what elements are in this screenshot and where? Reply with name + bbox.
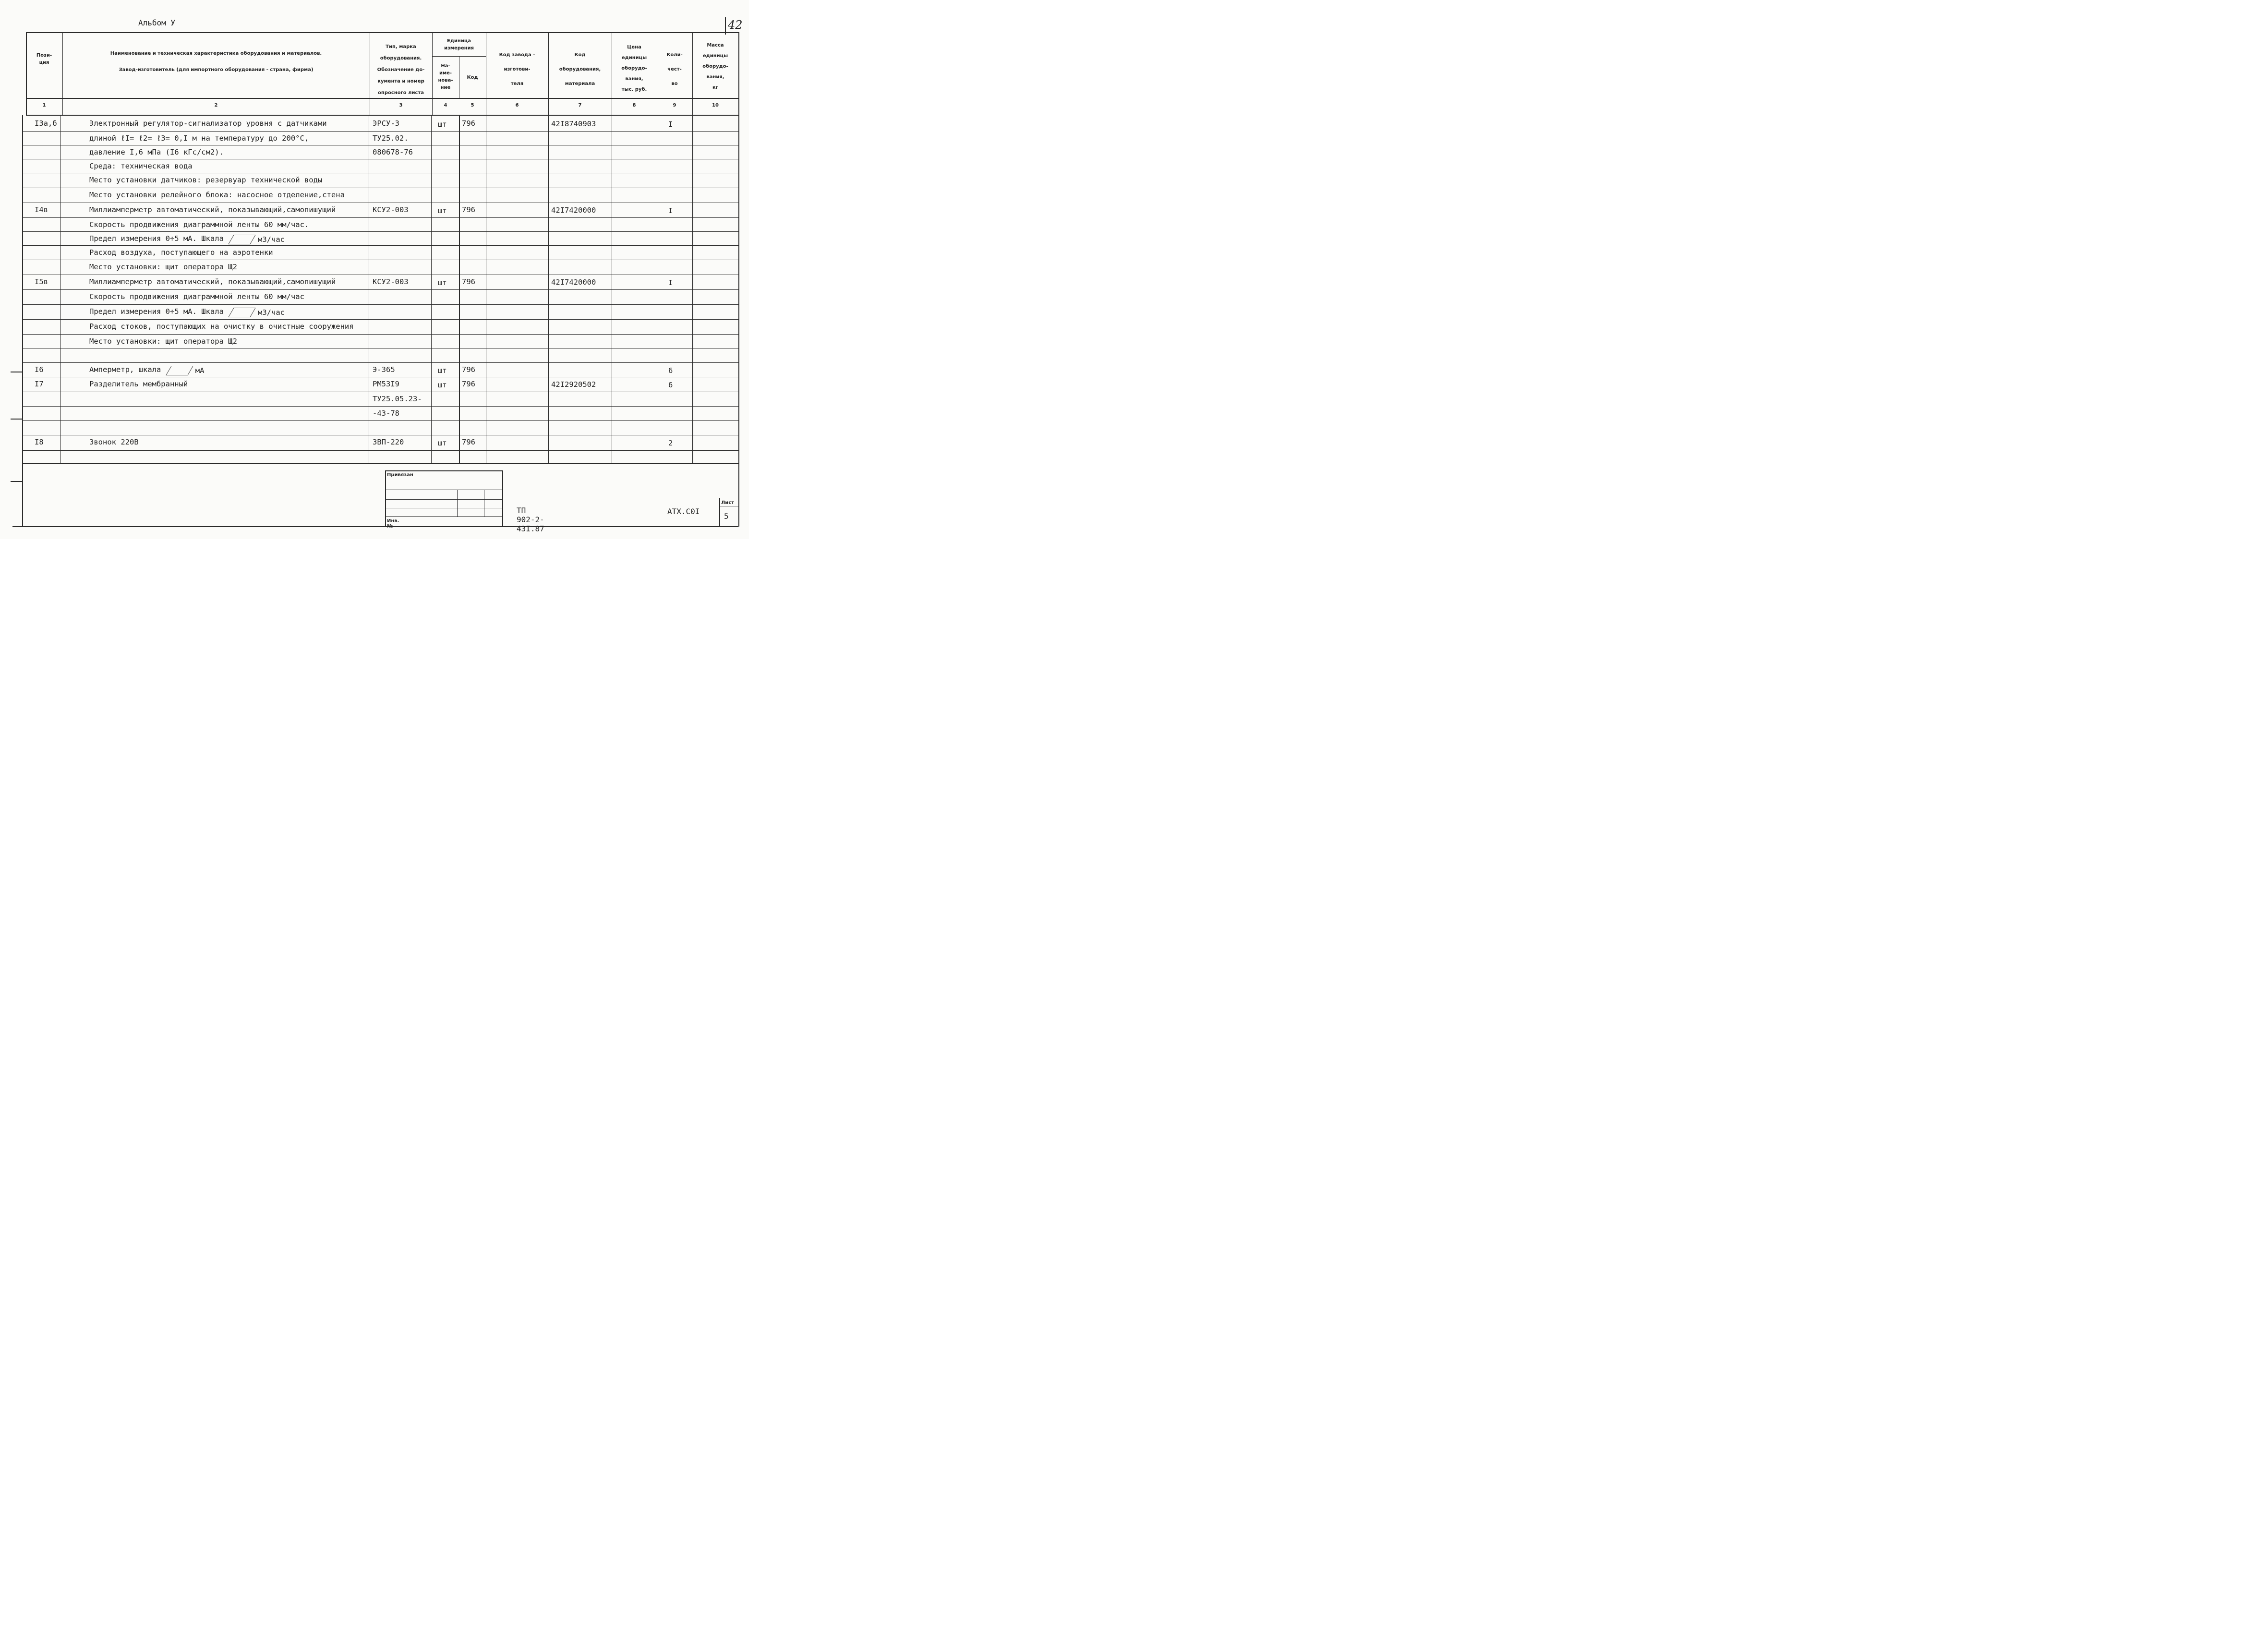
inventory-label: Инв. № bbox=[387, 518, 399, 529]
row-unit: шт bbox=[438, 439, 447, 447]
header-unit-code: Код bbox=[467, 75, 478, 80]
row-name: Амперметр, шкала bbox=[89, 365, 161, 374]
header-equipment-code: Код оборудования, материала bbox=[559, 52, 601, 86]
header-unit-group: Единица измерения bbox=[444, 38, 474, 51]
row-name: Электронный регулятор-сигнализатор уровня с датчиками bbox=[89, 119, 327, 128]
row-name: Скорость продвижения диаграммной ленты 60 мм/час bbox=[89, 292, 304, 301]
row-type: -43-78 bbox=[373, 409, 399, 418]
row-type: ТУ25.02. bbox=[373, 134, 409, 143]
row-unit-code: 796 bbox=[462, 438, 475, 446]
row-quantity: 6 bbox=[668, 381, 673, 389]
row-quantity: 2 bbox=[668, 439, 673, 447]
row-type: Э-365 bbox=[373, 365, 395, 374]
row-equipment-code: 42I8740903 bbox=[551, 120, 596, 128]
row-unit-code: 796 bbox=[462, 119, 475, 128]
row-type: КСУ2-003 bbox=[373, 277, 409, 286]
colnum-2: 2 bbox=[214, 103, 218, 108]
row-name: Расход стоков, поступающих на очистку в очистные сооружения bbox=[89, 322, 354, 331]
colnum-4: 4 bbox=[444, 103, 447, 108]
row-name-unit: м3/час bbox=[258, 308, 285, 317]
row-type: РМ53I9 bbox=[373, 380, 399, 388]
row-type: ЗВП-220 bbox=[373, 438, 404, 446]
handwritten-page-number: 42 bbox=[728, 18, 743, 32]
row-type: ЭРСУ-3 bbox=[373, 119, 399, 128]
sheet-number: 5 bbox=[724, 512, 729, 521]
row-name: Место установки: щит оператора Щ2 bbox=[89, 263, 237, 271]
scale-blank-box bbox=[166, 366, 193, 375]
colnum-1: 1 bbox=[42, 103, 46, 108]
row-name: Звонок 220В bbox=[89, 438, 139, 446]
row-name: Предел измерения 0÷5 мА. Шкала bbox=[89, 234, 224, 243]
document-code: АТХ.С0I bbox=[667, 507, 700, 516]
row-quantity: I bbox=[668, 278, 673, 287]
row-name: Место установки датчиков: резервуар технической воды bbox=[89, 176, 323, 184]
row-quantity: I bbox=[668, 120, 673, 129]
row-type: 080678-76 bbox=[373, 148, 413, 156]
header-quantity: Коли- чест- во bbox=[666, 52, 683, 86]
row-name: Разделитель мембранный bbox=[89, 380, 188, 388]
colnum-8: 8 bbox=[632, 103, 636, 108]
row-name: Расход воздуха, поступающего на аэротенки bbox=[89, 248, 273, 257]
row-position: I8 bbox=[35, 438, 44, 446]
row-unit: шт bbox=[438, 278, 447, 287]
row-equipment-code: 42I2920502 bbox=[551, 380, 596, 389]
row-name-unit: мА bbox=[195, 366, 205, 375]
row-name: Среда: техническая вода bbox=[89, 162, 193, 170]
header-name-line1: Наименование и техническая характеристика оборудования и материалов. bbox=[110, 51, 322, 56]
sheet-label: Лист bbox=[721, 500, 735, 505]
spec-sheet bbox=[0, 0, 749, 539]
row-unit: шт bbox=[438, 206, 447, 215]
row-name: Скорость продвижения диаграммной ленты 60 мм/час. bbox=[89, 220, 309, 229]
header-type: Тип, марка оборудования. Обозначение до- кумента и номер опросного листа bbox=[377, 44, 425, 96]
row-unit: шт bbox=[438, 120, 447, 129]
scale-blank-box bbox=[228, 308, 256, 317]
row-unit-code: 796 bbox=[462, 277, 475, 286]
row-equipment-code: 42I7420000 bbox=[551, 278, 596, 287]
row-unit-code: 796 bbox=[462, 380, 475, 388]
header-mass: Масса единицы оборудо- вания, кг bbox=[702, 43, 728, 90]
header-price: Цена единицы оборудо- вания, тыс. руб. bbox=[621, 45, 647, 92]
row-position: I5в bbox=[35, 277, 48, 286]
row-unit-code: 796 bbox=[462, 205, 475, 214]
header-name-line2: Завод-изготовитель (для импортного оборудования - страна, фирма) bbox=[119, 67, 314, 72]
row-position: I6 bbox=[35, 365, 44, 374]
row-name: Миллиамперметр автоматический, показывающий,самопишущий bbox=[89, 277, 336, 286]
row-position: I3а,б bbox=[35, 119, 57, 128]
colnum-9: 9 bbox=[673, 103, 676, 108]
colnum-5: 5 bbox=[470, 103, 474, 108]
row-name: Место установки: щит оператора Щ2 bbox=[89, 337, 237, 346]
row-unit: шт bbox=[438, 366, 447, 375]
row-unit-code: 796 bbox=[462, 365, 475, 374]
row-equipment-code: 42I7420000 bbox=[551, 206, 596, 215]
header-plant-code: Код завода - изготови- теля bbox=[499, 52, 535, 86]
row-name: давление I,6 мПа (I6 кГс/см2). bbox=[89, 148, 224, 156]
row-name-unit: м3/час bbox=[258, 235, 285, 244]
row-name: длиной ℓI= ℓ2= ℓ3= 0,I м на температуру до 200°С, bbox=[89, 134, 309, 143]
colnum-6: 6 bbox=[515, 103, 519, 108]
album-title: Альбом У bbox=[138, 18, 176, 27]
row-quantity: I bbox=[668, 206, 673, 215]
colnum-10: 10 bbox=[712, 103, 719, 108]
row-type: ТУ25.05.23- bbox=[373, 395, 422, 403]
colnum-7: 7 bbox=[578, 103, 582, 108]
row-unit: шт bbox=[438, 381, 447, 389]
row-name: Миллиамперметр автоматический, показывающий,самопишущий bbox=[89, 205, 336, 214]
row-quantity: 6 bbox=[668, 366, 673, 375]
scale-blank-box bbox=[228, 235, 256, 244]
row-name: Предел измерения 0÷5 мА. Шкала bbox=[89, 307, 224, 316]
document-number: ТП 902-2-43I.87 bbox=[517, 506, 544, 533]
header-unit-name: На- име- нова- ние bbox=[438, 63, 453, 90]
row-name: Место установки релейного блока: насосное отделение,стена bbox=[89, 191, 345, 199]
header-position: Пози- ция bbox=[36, 53, 52, 65]
row-type: КСУ2-003 bbox=[373, 205, 409, 214]
row-position: I7 bbox=[35, 380, 44, 388]
bound-label: Привязан bbox=[387, 472, 413, 478]
colnum-3: 3 bbox=[399, 103, 403, 108]
row-position: I4в bbox=[35, 205, 48, 214]
